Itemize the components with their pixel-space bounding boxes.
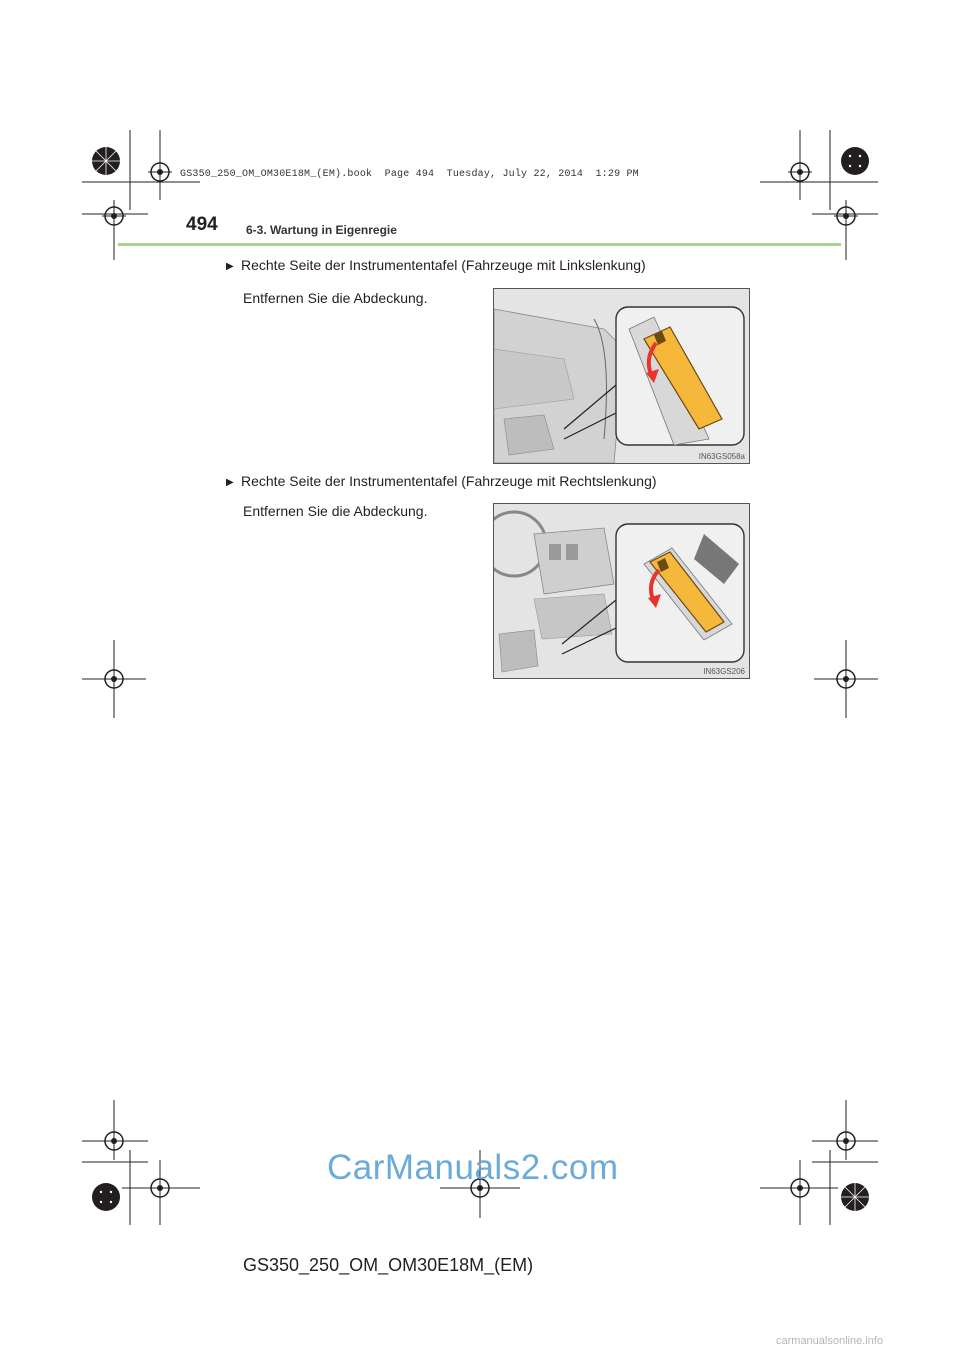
item-heading xyxy=(226,257,646,273)
item-instruction: Entfernen Sie die Abdeckung. xyxy=(243,503,428,519)
header-rule xyxy=(118,243,841,246)
item-instruction: Entfernen Sie die Abdeckung. xyxy=(243,290,428,306)
print-info: GS350_250_OM_OM30E18M_(EM).book Page 494 Tuesday, July 22, 2014 1:29 PM xyxy=(180,169,639,180)
bullet-triangle-icon: ▶ xyxy=(226,477,234,488)
figure-code: IN63GS058a xyxy=(698,452,745,461)
dashboard-cover-illustration xyxy=(494,504,749,678)
section-title: 6-3. Wartung in Eigenregie xyxy=(246,223,397,237)
item-heading-text: Rechte Seite der Instrumententafel (Fahrzeuge mit Rechtslenkung) xyxy=(241,473,657,489)
site-watermark: carmanualsonline.info xyxy=(776,1335,884,1347)
figure-right-hand-drive xyxy=(493,503,750,679)
footer-doc-code: GS350_250_OM_OM30E18M_(EM) xyxy=(243,1255,534,1275)
figure-left-hand-drive xyxy=(493,288,750,464)
bullet-triangle-icon: ▶ xyxy=(226,261,234,272)
watermark: CarManuals2.com xyxy=(327,1148,619,1187)
item-heading xyxy=(226,473,657,489)
page-number: 494 xyxy=(186,214,218,235)
figure-code: IN63GS206 xyxy=(703,667,745,676)
dashboard-cover-illustration xyxy=(494,289,749,463)
item-heading-text: Rechte Seite der Instrumententafel (Fahrzeuge mit Linkslenkung) xyxy=(241,257,646,273)
